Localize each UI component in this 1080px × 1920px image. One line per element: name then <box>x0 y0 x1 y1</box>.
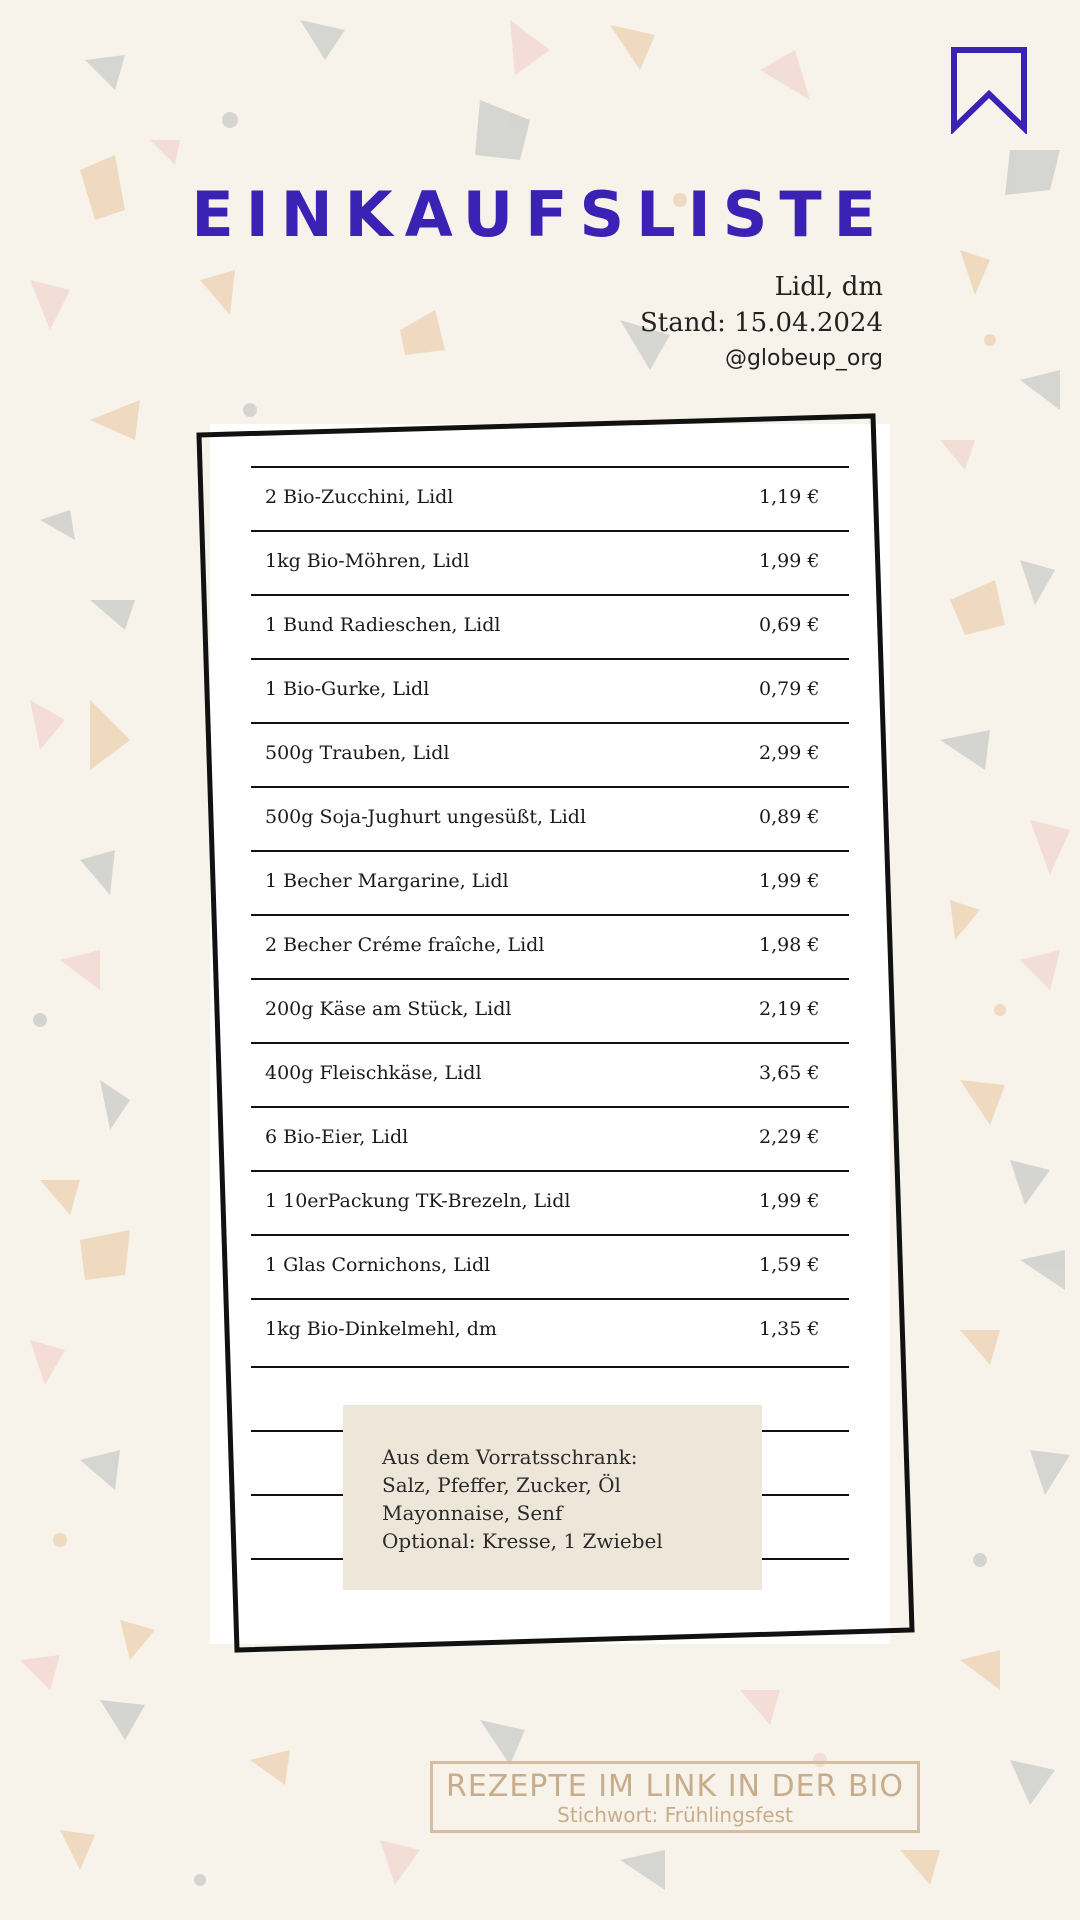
item-name: 400g Fleischkäse, Lidl <box>265 1062 482 1084</box>
list-item[interactable] <box>251 722 849 786</box>
list-item[interactable] <box>251 1042 849 1106</box>
list-item[interactable] <box>251 594 849 658</box>
list-item[interactable] <box>251 914 849 978</box>
item-name: 1kg Bio-Möhren, Lidl <box>265 550 470 572</box>
item-price: 1,98 € <box>759 934 820 956</box>
item-name: 6 Bio-Eier, Lidl <box>265 1126 409 1148</box>
item-price: 0,79 € <box>759 678 820 700</box>
list-item[interactable] <box>251 658 849 722</box>
item-price: 1,99 € <box>759 1190 820 1212</box>
item-price: 3,65 € <box>759 1062 820 1084</box>
item-name: 1 Bio-Gurke, Lidl <box>265 678 430 700</box>
item-name: 1 Becher Margarine, Lidl <box>265 870 509 892</box>
list-item[interactable] <box>251 1106 849 1170</box>
list-item[interactable] <box>251 530 849 594</box>
item-price: 2,29 € <box>759 1126 820 1148</box>
pantry-note <box>343 1405 762 1590</box>
shopping-list <box>251 466 849 1362</box>
item-price: 1,19 € <box>759 486 820 508</box>
keyword-text: Stichwort: Frühlingsfest <box>557 1803 793 1827</box>
recipe-link-text: REZEPTE IM LINK IN DER BIO <box>446 1769 904 1804</box>
item-name: 1kg Bio-Dinkelmehl, dm <box>265 1318 497 1340</box>
item-name: 1 Glas Cornichons, Lidl <box>265 1254 491 1276</box>
item-name: 2 Becher Créme fraîche, Lidl <box>265 934 545 956</box>
note-line: Salz, Pfeffer, Zucker, Öl <box>382 1473 621 1497</box>
item-price: 1,99 € <box>759 870 820 892</box>
item-name: 1 Bund Radieschen, Lidl <box>265 614 501 636</box>
item-price: 0,89 € <box>759 806 820 828</box>
item-name: 200g Käse am Stück, Lidl <box>265 998 512 1020</box>
list-item[interactable] <box>251 978 849 1042</box>
item-name: 1 10erPackung TK-Brezeln, Lidl <box>265 1190 571 1212</box>
recipe-link-box[interactable] <box>430 1761 920 1833</box>
list-item[interactable] <box>251 1234 849 1298</box>
item-name: 2 Bio-Zucchini, Lidl <box>265 486 454 508</box>
list-item[interactable] <box>251 850 849 914</box>
list-item[interactable] <box>251 786 849 850</box>
item-price: 1,59 € <box>759 1254 820 1276</box>
page-title: EINKAUFSLISTE <box>191 178 888 251</box>
item-price: 1,99 € <box>759 550 820 572</box>
list-divider <box>251 1366 849 1368</box>
stores-text: Lidl, dm <box>774 272 883 302</box>
item-name: 500g Soja-Jughurt ungesüßt, Lidl <box>265 806 587 828</box>
note-line: Mayonnaise, Senf <box>382 1501 563 1525</box>
social-handle: @globeup_org <box>724 346 883 371</box>
note-line: Aus dem Vorratsschrank: <box>382 1445 638 1469</box>
item-price: 2,99 € <box>759 742 820 764</box>
item-price: 2,19 € <box>759 998 820 1020</box>
date-text: Stand: 15.04.2024 <box>639 308 883 338</box>
item-name: 500g Trauben, Lidl <box>265 742 450 764</box>
list-item[interactable] <box>251 1298 849 1362</box>
item-price: 1,35 € <box>759 1318 820 1340</box>
note-line: Optional: Kresse, 1 Zwiebel <box>382 1529 663 1553</box>
list-item[interactable] <box>251 466 849 530</box>
list-item[interactable] <box>251 1170 849 1234</box>
item-price: 0,69 € <box>759 614 820 636</box>
bookmark-icon[interactable] <box>950 46 1028 134</box>
